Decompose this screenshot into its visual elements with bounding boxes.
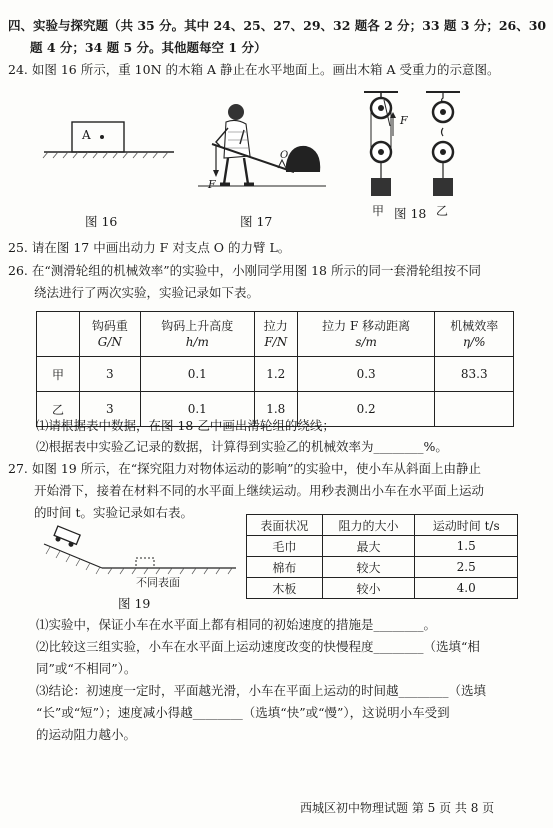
header-cell: 拉力 F/N bbox=[254, 312, 297, 357]
crate-label: A bbox=[82, 128, 91, 142]
question-27-sub2a: ⑵比较这三组实验，小车在水平面上运动速度改变的快慢程度________（选填“相 bbox=[36, 639, 480, 654]
table-cell: 1.8 bbox=[254, 392, 297, 427]
section-heading-line2: 题 4 分；34 题 5 分。其他题每空 1 分） bbox=[30, 40, 267, 55]
surface-hatching bbox=[46, 547, 232, 574]
force-label: F bbox=[208, 178, 216, 191]
header-cell: 钩码上升高度 h/m bbox=[140, 312, 254, 357]
header-cell: 钩码重 G/N bbox=[80, 312, 141, 357]
table-header-row bbox=[247, 515, 518, 536]
table-cell: 木板 bbox=[247, 578, 323, 599]
pulley-system-jia bbox=[364, 92, 398, 196]
table-cell: 2.5 bbox=[415, 557, 518, 578]
worker-figure bbox=[216, 104, 254, 184]
table-cell: 83.3 bbox=[435, 357, 514, 392]
table-cell: 3 bbox=[80, 357, 141, 392]
header-cell bbox=[37, 312, 80, 357]
question-27-sub1: ⑴实验中，保证小车在水平面上都有相同的初始速度的措施是________。 bbox=[36, 617, 437, 632]
table-cell: 最大 bbox=[322, 536, 415, 557]
section-heading-line1: 四、实验与探究题（共 35 分。其中 24、25、27、29、32 题各 2 分；33 题 3 分；26、30 bbox=[8, 18, 547, 33]
figure-19-caption: 图 19 bbox=[118, 596, 151, 611]
pivot-label: O bbox=[280, 150, 289, 161]
table-cell: 1.2 bbox=[254, 357, 297, 392]
toy-cart bbox=[52, 526, 80, 548]
header-cell: 拉力 F 移动距离 s/m bbox=[297, 312, 435, 357]
table-cell: 1.5 bbox=[415, 536, 518, 557]
table-header-row bbox=[37, 312, 514, 357]
pulley-data-table bbox=[36, 311, 514, 427]
table-cell: 乙 bbox=[37, 392, 80, 427]
surface-label: 不同表面 bbox=[136, 576, 180, 589]
pulley-system-yi bbox=[426, 92, 460, 196]
table-cell: 甲 bbox=[37, 357, 80, 392]
table-cell: 0.1 bbox=[140, 357, 254, 392]
figure-16-caption: 图 16 bbox=[85, 214, 118, 229]
table-row bbox=[37, 357, 514, 392]
table-cell bbox=[435, 392, 514, 427]
table-cell: 0.2 bbox=[297, 392, 435, 427]
question-27-line2: 开始滑下，接着在材料不同的水平面上继续运动。用秒表测出小车在水平面上运动 bbox=[34, 483, 485, 498]
friction-data-table bbox=[246, 514, 518, 599]
table-cell: 3 bbox=[80, 392, 141, 427]
table-cell: 较大 bbox=[322, 557, 415, 578]
table-cell: 0.3 bbox=[297, 357, 435, 392]
question-27-sub2b: 同”或“不相同”）。 bbox=[36, 661, 137, 676]
figure-17-drawing bbox=[198, 98, 328, 198]
figure-16-drawing bbox=[40, 110, 180, 170]
rock bbox=[286, 146, 320, 172]
question-27-sub3a: ⑶结论：初速度一定时，平面越光滑，小车在平面上运动的时间越________（选填 bbox=[36, 683, 487, 698]
table-row bbox=[247, 578, 518, 599]
page-footer: 西城区初中物理试题 第 5 页 共 8 页 bbox=[300, 801, 495, 815]
question-26-sub1: ⑴请根据表中数据，在图 18 乙中画出滑轮组的绕线； bbox=[36, 418, 335, 433]
question-26-line2: 绕法进行了两次实验，实验记录如下表。 bbox=[34, 285, 260, 300]
figure-17 bbox=[198, 98, 328, 198]
pulley-force-label: F bbox=[400, 114, 408, 127]
figure-17-caption: 图 17 bbox=[240, 214, 273, 229]
header-cell: 运动时间 t/s bbox=[415, 515, 518, 536]
table-cell: 4.0 bbox=[415, 578, 518, 599]
figure-18-caption: 图 18 bbox=[394, 206, 427, 221]
question-27-sub3c: 的运动阻力越小。 bbox=[36, 727, 137, 742]
ground-hatching bbox=[43, 152, 168, 158]
figure-16 bbox=[40, 110, 180, 190]
question-26-sub2: ⑵根据表中实验乙记录的数据，计算得到实验乙的机械效率为________%。 bbox=[36, 439, 448, 454]
label-jia: 甲 bbox=[372, 204, 385, 218]
header-cell: 机械效率 η/% bbox=[435, 312, 514, 357]
crate-a bbox=[72, 122, 124, 152]
question-26-line1: 26. 在“测滑轮组的机械效率”的实验中，小刚同学用图 18 所示的同一套滑轮组按不同 bbox=[8, 263, 481, 278]
question-27-sub3b: “长”或“短”）；速度减小得越________（选填“快”或“慢”），这说明小车受到 bbox=[36, 705, 450, 720]
table-cell: 较小 bbox=[322, 578, 415, 599]
ramp-surface bbox=[44, 544, 102, 568]
table-cell: 棉布 bbox=[247, 557, 323, 578]
question-27-line1: 27. 如图 19 所示，在“探究阻力对物体运动的影响”的实验中，使小车从斜面上由静止 bbox=[8, 461, 481, 476]
question-24: 24. 如图 16 所示，重 10N 的木箱 A 静止在水平地面上。画出木箱 A 受重力的示意图。 bbox=[8, 62, 500, 77]
force-arrowhead bbox=[213, 170, 219, 177]
figure-18 bbox=[356, 86, 476, 221]
header-cell: 表面状况 bbox=[247, 515, 323, 536]
header-cell: 阻力的大小 bbox=[322, 515, 415, 536]
table-cell: 0.1 bbox=[140, 392, 254, 427]
crate-center-dot bbox=[100, 135, 104, 139]
question-27-line3: 的时间 t。实验记录如右表。 bbox=[34, 505, 193, 520]
table-row bbox=[247, 536, 518, 557]
label-yi: 乙 bbox=[436, 204, 449, 218]
table-cell: 毛巾 bbox=[247, 536, 323, 557]
cart-dashed-outline bbox=[136, 558, 154, 568]
figure-18-drawing bbox=[356, 86, 476, 216]
table-row bbox=[247, 557, 518, 578]
question-25: 25. 请在图 17 中画出动力 F 对支点 O 的力臂 L。 bbox=[8, 240, 291, 255]
